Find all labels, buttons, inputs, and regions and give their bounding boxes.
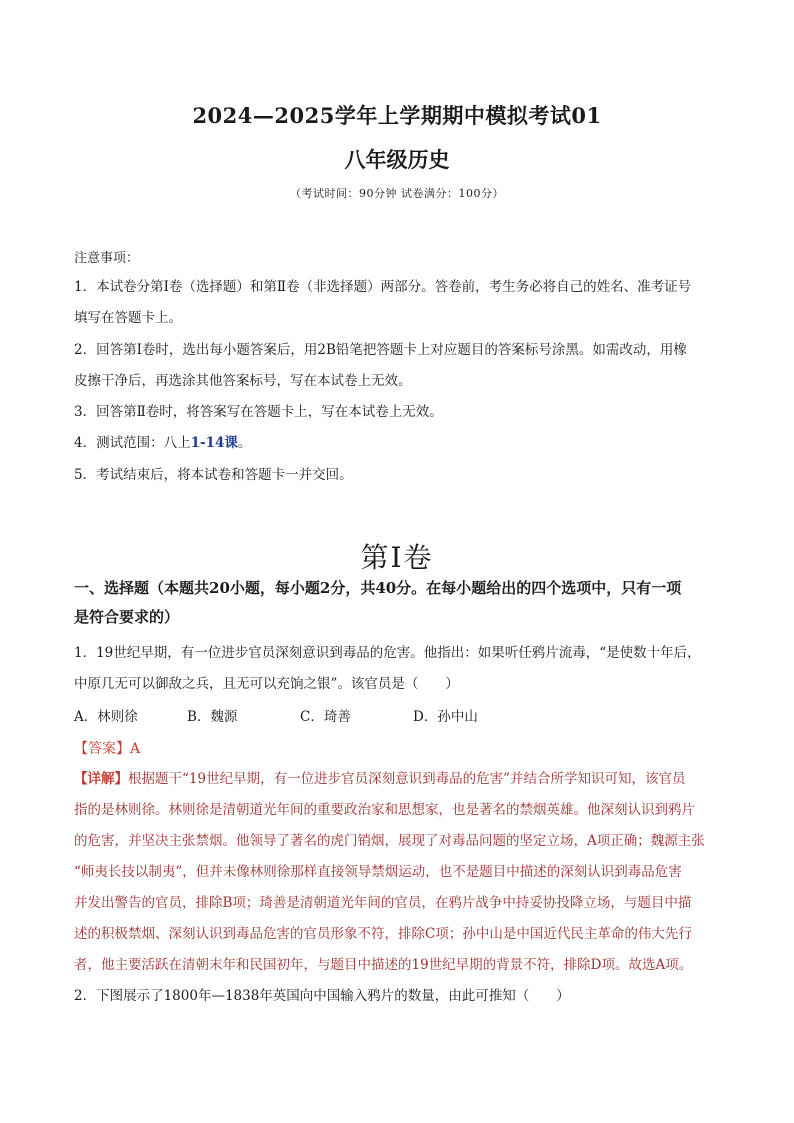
option-b: B．魏源: [187, 709, 238, 725]
option-a: A．林则徐: [74, 709, 138, 725]
question-1-options: [74, 705, 526, 725]
section-title: 第Ⅰ卷: [360, 541, 434, 574]
question-2-stem: 2．下图展示了1800年—1838年英国向中国输入鸦片的数量，由此可推知（ ）: [74, 988, 570, 1004]
notice-line: 填写在答题卡上。: [74, 310, 182, 326]
notice-line: 5．考试结束后，将本试卷和答题卡一并交回。: [74, 467, 353, 483]
exam-meta: （考试时间：90分钟 试卷满分：100分）: [290, 187, 504, 200]
exam-subject: 八年级历史: [344, 147, 450, 172]
detail-line: 并发出警告的官员，排除B项；琦善是清朝道光年间的官员，在鸦片战争中持妥协投降立场，与题目中描: [74, 895, 692, 911]
detail-label: 【详解】: [74, 771, 128, 787]
question-1-stem: 1．19世纪早期，有一位进步官员深刻意识到毒品的危害。他指出：如果听任鸦片流毒，“是使数十年后，: [74, 645, 701, 661]
detail-line: 指的是林则徐。林则徐是清朝道光年间的重要政治家和思想家，也是著名的禁烟英雄。他深刻认识到鸦片: [74, 802, 695, 818]
notice-item-4-prefix: 4．测试范围：八上: [74, 435, 191, 451]
test-range-highlight: 1-14课: [190, 435, 238, 451]
detail-line: 述的积极禁烟、深刻认识到毒品危害的官员形象不符，排除C项；孙中山是中国近代民主革命的伟大先行: [74, 926, 692, 942]
exam-title: 2024—2025学年上学期期中模拟考试01: [192, 103, 602, 128]
notice-item-4-suffix: 。: [237, 435, 252, 451]
option-c: C．琦善: [300, 709, 351, 725]
option-d: D．孙中山: [413, 709, 478, 725]
part-instruction: 一、选择题（本题共20小题，每小题2分，共40分。在每小题给出的四个选项中，只有一项: [74, 579, 682, 597]
notice-line: 3．回答第Ⅱ卷时，将答案写在答题卡上，写在本试卷上无效。: [74, 404, 443, 420]
part-instruction-cont: 是符合要求的）: [74, 608, 180, 626]
detail-line: 的危害，并坚决主张禁烟。他领导了著名的虎门销烟，展现了对毒品问题的坚定立场，A项正确；魏源主张: [74, 833, 705, 849]
question-1-detail: [74, 769, 734, 789]
notice-line: 2．回答第Ⅰ卷时，选出每小题答案后，用2B铅笔把答题卡上对应题目的答案标号涂黑。如需改动，用橡: [74, 342, 687, 358]
notice-line: 皮擦干净后，再选涂其他答案标号，写在本试卷上无效。: [74, 373, 412, 389]
question-1-answer: 【答案】A: [74, 741, 141, 757]
notice-heading: 注意事项：: [74, 251, 140, 266]
detail-line: 者，他主要活跃在清朝末年和民国初年，与题目中描述的19世纪早期的背景不符，排除D项。故选A项。: [74, 957, 693, 973]
detail-line: “师夷长技以制夷”，但并未像林则徐那样直接领导禁烟运动，也不是题目中描述的深刻认识到毒品危害: [74, 864, 682, 880]
detail-line: 根据题干“19世纪早期，有一位进步官员深刻意识到毒品的危害”并结合所学知识可知，该官员: [128, 771, 686, 787]
notice-item-4: [74, 433, 734, 453]
notice-line: 1．本试卷分第Ⅰ卷（选择题）和第Ⅱ卷（非选择题）两部分。答卷前，考生务必将自己的姓名、准考证号: [74, 279, 692, 295]
question-1-stem-cont: 中原几无可以御敌之兵，且无可以充饷之银”。该官员是（ ）: [74, 676, 459, 692]
